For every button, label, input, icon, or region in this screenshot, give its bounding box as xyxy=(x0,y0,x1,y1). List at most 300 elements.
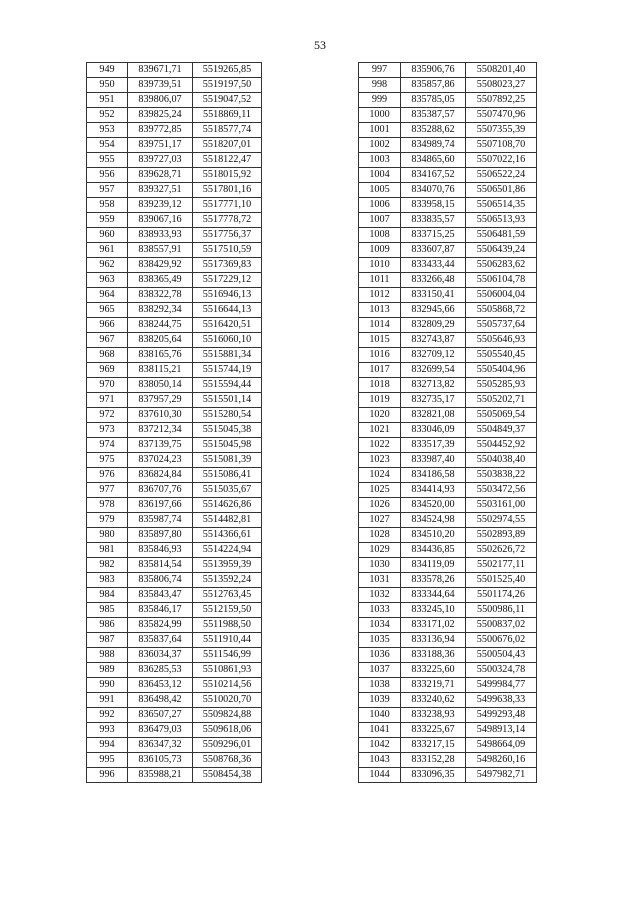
point-number-cell: 960 xyxy=(87,228,128,243)
x-coordinate-cell: 839239,12 xyxy=(128,198,193,213)
point-number-cell: 951 xyxy=(87,93,128,108)
point-number-cell: 995 xyxy=(87,753,128,768)
x-coordinate-cell: 833217,15 xyxy=(401,738,466,753)
y-coordinate-cell: 5519197,50 xyxy=(193,78,262,93)
x-coordinate-cell: 838322,78 xyxy=(128,288,193,303)
y-coordinate-cell: 5512159,50 xyxy=(193,603,262,618)
y-coordinate-cell: 5517756,37 xyxy=(193,228,262,243)
table-row xyxy=(87,318,262,333)
point-number-cell: 980 xyxy=(87,528,128,543)
point-number-cell: 993 xyxy=(87,723,128,738)
table-row xyxy=(359,198,537,213)
y-coordinate-cell: 5500324,78 xyxy=(466,663,537,678)
table-row xyxy=(359,693,537,708)
point-number-cell: 1016 xyxy=(359,348,401,363)
point-number-cell: 1035 xyxy=(359,633,401,648)
y-coordinate-cell: 5517801,16 xyxy=(193,183,262,198)
x-coordinate-cell: 838205,64 xyxy=(128,333,193,348)
table-row xyxy=(87,693,262,708)
point-number-cell: 1005 xyxy=(359,183,401,198)
x-coordinate-cell: 832713,82 xyxy=(401,378,466,393)
x-coordinate-cell: 838292,34 xyxy=(128,303,193,318)
point-number-cell: 1014 xyxy=(359,318,401,333)
x-coordinate-cell: 833987,40 xyxy=(401,453,466,468)
point-number-cell: 961 xyxy=(87,243,128,258)
point-number-cell: 1015 xyxy=(359,333,401,348)
point-number-cell: 984 xyxy=(87,588,128,603)
x-coordinate-cell: 838429,92 xyxy=(128,258,193,273)
x-coordinate-cell: 837024,23 xyxy=(128,453,193,468)
table-row xyxy=(87,663,262,678)
y-coordinate-cell: 5515045,38 xyxy=(193,423,262,438)
point-number-cell: 964 xyxy=(87,288,128,303)
x-coordinate-cell: 834436,85 xyxy=(401,543,466,558)
y-coordinate-cell: 5507470,96 xyxy=(466,108,537,123)
point-number-cell: 994 xyxy=(87,738,128,753)
table-row xyxy=(87,198,262,213)
x-coordinate-cell: 834167,52 xyxy=(401,168,466,183)
table-row xyxy=(87,228,262,243)
coordinates-table-left xyxy=(86,62,262,783)
y-coordinate-cell: 5505404,96 xyxy=(466,363,537,378)
coordinates-table-right xyxy=(358,62,537,783)
y-coordinate-cell: 5515045,98 xyxy=(193,438,262,453)
y-coordinate-cell: 5505285,93 xyxy=(466,378,537,393)
point-number-cell: 1025 xyxy=(359,483,401,498)
point-number-cell: 1009 xyxy=(359,243,401,258)
table-row xyxy=(359,753,537,768)
point-number-cell: 1021 xyxy=(359,423,401,438)
x-coordinate-cell: 834070,76 xyxy=(401,183,466,198)
point-number-cell: 977 xyxy=(87,483,128,498)
table-row xyxy=(359,738,537,753)
y-coordinate-cell: 5517771,10 xyxy=(193,198,262,213)
point-number-cell: 1013 xyxy=(359,303,401,318)
table-row xyxy=(359,213,537,228)
point-number-cell: 952 xyxy=(87,108,128,123)
x-coordinate-cell: 835846,17 xyxy=(128,603,193,618)
table-row xyxy=(87,738,262,753)
y-coordinate-cell: 5515594,44 xyxy=(193,378,262,393)
y-coordinate-cell: 5502626,72 xyxy=(466,543,537,558)
x-coordinate-cell: 832809,29 xyxy=(401,318,466,333)
table-row xyxy=(359,603,537,618)
y-coordinate-cell: 5513592,24 xyxy=(193,573,262,588)
x-coordinate-cell: 834520,00 xyxy=(401,498,466,513)
y-coordinate-cell: 5504849,37 xyxy=(466,423,537,438)
table-row xyxy=(87,363,262,378)
x-coordinate-cell: 839628,71 xyxy=(128,168,193,183)
y-coordinate-cell: 5508768,36 xyxy=(193,753,262,768)
table-row xyxy=(359,618,537,633)
point-number-cell: 953 xyxy=(87,123,128,138)
point-number-cell: 1042 xyxy=(359,738,401,753)
y-coordinate-cell: 5513959,39 xyxy=(193,558,262,573)
y-coordinate-cell: 5517229,12 xyxy=(193,273,262,288)
x-coordinate-cell: 839806,07 xyxy=(128,93,193,108)
x-coordinate-cell: 836479,03 xyxy=(128,723,193,738)
x-coordinate-cell: 835288,62 xyxy=(401,123,466,138)
point-number-cell: 962 xyxy=(87,258,128,273)
y-coordinate-cell: 5516420,51 xyxy=(193,318,262,333)
y-coordinate-cell: 5515086,41 xyxy=(193,468,262,483)
point-number-cell: 1018 xyxy=(359,378,401,393)
table-row xyxy=(359,243,537,258)
point-number-cell: 1044 xyxy=(359,768,401,783)
point-number-cell: 986 xyxy=(87,618,128,633)
point-number-cell: 996 xyxy=(87,768,128,783)
x-coordinate-cell: 836105,73 xyxy=(128,753,193,768)
y-coordinate-cell: 5500837,02 xyxy=(466,618,537,633)
x-coordinate-cell: 833958,15 xyxy=(401,198,466,213)
table-row xyxy=(87,603,262,618)
x-coordinate-cell: 833171,02 xyxy=(401,618,466,633)
point-number-cell: 1000 xyxy=(359,108,401,123)
y-coordinate-cell: 5510020,70 xyxy=(193,693,262,708)
point-number-cell: 956 xyxy=(87,168,128,183)
table-row xyxy=(87,768,262,783)
table-row xyxy=(87,708,262,723)
x-coordinate-cell: 836453,12 xyxy=(128,678,193,693)
table-row xyxy=(87,378,262,393)
table-row xyxy=(359,453,537,468)
x-coordinate-cell: 833046,09 xyxy=(401,423,466,438)
point-number-cell: 999 xyxy=(359,93,401,108)
table-row xyxy=(87,213,262,228)
table-row xyxy=(87,588,262,603)
table-row xyxy=(87,513,262,528)
x-coordinate-cell: 833150,41 xyxy=(401,288,466,303)
point-number-cell: 959 xyxy=(87,213,128,228)
x-coordinate-cell: 833245,10 xyxy=(401,603,466,618)
point-number-cell: 981 xyxy=(87,543,128,558)
y-coordinate-cell: 5510861,93 xyxy=(193,663,262,678)
x-coordinate-cell: 837610,30 xyxy=(128,408,193,423)
x-coordinate-cell: 833715,25 xyxy=(401,228,466,243)
y-coordinate-cell: 5518577,74 xyxy=(193,123,262,138)
point-number-cell: 991 xyxy=(87,693,128,708)
point-number-cell: 966 xyxy=(87,318,128,333)
table-row xyxy=(359,348,537,363)
point-number-cell: 1023 xyxy=(359,453,401,468)
y-coordinate-cell: 5515081,39 xyxy=(193,453,262,468)
x-coordinate-cell: 839067,16 xyxy=(128,213,193,228)
table-row xyxy=(359,63,537,78)
x-coordinate-cell: 833607,87 xyxy=(401,243,466,258)
table-row xyxy=(359,93,537,108)
x-coordinate-cell: 833136,94 xyxy=(401,633,466,648)
x-coordinate-cell: 837957,29 xyxy=(128,393,193,408)
x-coordinate-cell: 834989,74 xyxy=(401,138,466,153)
point-number-cell: 954 xyxy=(87,138,128,153)
point-number-cell: 1020 xyxy=(359,408,401,423)
table-row xyxy=(359,528,537,543)
x-coordinate-cell: 835897,80 xyxy=(128,528,193,543)
x-coordinate-cell: 838050,14 xyxy=(128,378,193,393)
point-number-cell: 949 xyxy=(87,63,128,78)
point-number-cell: 998 xyxy=(359,78,401,93)
table-row xyxy=(87,153,262,168)
y-coordinate-cell: 5510214,56 xyxy=(193,678,262,693)
point-number-cell: 990 xyxy=(87,678,128,693)
y-coordinate-cell: 5514482,81 xyxy=(193,513,262,528)
y-coordinate-cell: 5501174,26 xyxy=(466,588,537,603)
table-row xyxy=(359,573,537,588)
table-row xyxy=(359,678,537,693)
point-number-cell: 1034 xyxy=(359,618,401,633)
x-coordinate-cell: 833517,39 xyxy=(401,438,466,453)
point-number-cell: 1006 xyxy=(359,198,401,213)
x-coordinate-cell: 833240,62 xyxy=(401,693,466,708)
point-number-cell: 967 xyxy=(87,333,128,348)
x-coordinate-cell: 833433,44 xyxy=(401,258,466,273)
y-coordinate-cell: 5509824,88 xyxy=(193,708,262,723)
point-number-cell: 1027 xyxy=(359,513,401,528)
x-coordinate-cell: 839772,85 xyxy=(128,123,193,138)
x-coordinate-cell: 832821,08 xyxy=(401,408,466,423)
x-coordinate-cell: 839751,17 xyxy=(128,138,193,153)
point-number-cell: 1026 xyxy=(359,498,401,513)
y-coordinate-cell: 5506514,35 xyxy=(466,198,537,213)
x-coordinate-cell: 834414,93 xyxy=(401,483,466,498)
point-number-cell: 955 xyxy=(87,153,128,168)
point-number-cell: 1028 xyxy=(359,528,401,543)
y-coordinate-cell: 5506283,62 xyxy=(466,258,537,273)
table-row xyxy=(87,753,262,768)
y-coordinate-cell: 5501525,40 xyxy=(466,573,537,588)
table-row xyxy=(87,723,262,738)
y-coordinate-cell: 5518207,01 xyxy=(193,138,262,153)
point-number-cell: 987 xyxy=(87,633,128,648)
x-coordinate-cell: 833344,64 xyxy=(401,588,466,603)
x-coordinate-cell: 838165,76 xyxy=(128,348,193,363)
y-coordinate-cell: 5518015,92 xyxy=(193,168,262,183)
x-coordinate-cell: 838933,93 xyxy=(128,228,193,243)
x-coordinate-cell: 833238,93 xyxy=(401,708,466,723)
table-row xyxy=(87,558,262,573)
y-coordinate-cell: 5517778,72 xyxy=(193,213,262,228)
point-number-cell: 1007 xyxy=(359,213,401,228)
point-number-cell: 1004 xyxy=(359,168,401,183)
table-row xyxy=(87,678,262,693)
y-coordinate-cell: 5502974,55 xyxy=(466,513,537,528)
table-row xyxy=(87,633,262,648)
point-number-cell: 988 xyxy=(87,648,128,663)
y-coordinate-cell: 5511546,99 xyxy=(193,648,262,663)
table-row xyxy=(359,423,537,438)
table-row xyxy=(87,528,262,543)
table-row xyxy=(87,123,262,138)
point-number-cell: 1022 xyxy=(359,438,401,453)
y-coordinate-cell: 5508454,38 xyxy=(193,768,262,783)
y-coordinate-cell: 5515744,19 xyxy=(193,363,262,378)
x-coordinate-cell: 833225,60 xyxy=(401,663,466,678)
point-number-cell: 978 xyxy=(87,498,128,513)
point-number-cell: 1011 xyxy=(359,273,401,288)
table-row xyxy=(359,543,537,558)
y-coordinate-cell: 5507108,70 xyxy=(466,138,537,153)
y-coordinate-cell: 5518869,11 xyxy=(193,108,262,123)
y-coordinate-cell: 5516946,13 xyxy=(193,288,262,303)
x-coordinate-cell: 836707,76 xyxy=(128,483,193,498)
table-row xyxy=(359,378,537,393)
point-number-cell: 971 xyxy=(87,393,128,408)
y-coordinate-cell: 5515881,34 xyxy=(193,348,262,363)
table-row xyxy=(359,108,537,123)
point-number-cell: 972 xyxy=(87,408,128,423)
point-number-cell: 970 xyxy=(87,378,128,393)
y-coordinate-cell: 5516644,13 xyxy=(193,303,262,318)
table-row xyxy=(87,423,262,438)
y-coordinate-cell: 5503838,22 xyxy=(466,468,537,483)
table-row xyxy=(359,78,537,93)
y-coordinate-cell: 5506104,78 xyxy=(466,273,537,288)
table-row xyxy=(87,303,262,318)
table-row xyxy=(359,483,537,498)
y-coordinate-cell: 5499293,48 xyxy=(466,708,537,723)
table-row xyxy=(87,618,262,633)
y-coordinate-cell: 5518122,47 xyxy=(193,153,262,168)
y-coordinate-cell: 5515280,54 xyxy=(193,408,262,423)
table-row xyxy=(359,588,537,603)
table-row xyxy=(359,273,537,288)
point-number-cell: 1037 xyxy=(359,663,401,678)
y-coordinate-cell: 5505540,45 xyxy=(466,348,537,363)
y-coordinate-cell: 5505868,72 xyxy=(466,303,537,318)
point-number-cell: 982 xyxy=(87,558,128,573)
table-row xyxy=(359,183,537,198)
y-coordinate-cell: 5505069,54 xyxy=(466,408,537,423)
table-row xyxy=(87,348,262,363)
y-coordinate-cell: 5505646,93 xyxy=(466,333,537,348)
y-coordinate-cell: 5505737,64 xyxy=(466,318,537,333)
y-coordinate-cell: 5517369,83 xyxy=(193,258,262,273)
table-row xyxy=(87,498,262,513)
point-number-cell: 969 xyxy=(87,363,128,378)
y-coordinate-cell: 5507022,16 xyxy=(466,153,537,168)
y-coordinate-cell: 5519265,85 xyxy=(193,63,262,78)
x-coordinate-cell: 836197,66 xyxy=(128,498,193,513)
point-number-cell: 1039 xyxy=(359,693,401,708)
y-coordinate-cell: 5509618,06 xyxy=(193,723,262,738)
table-row xyxy=(359,168,537,183)
table-row xyxy=(87,93,262,108)
x-coordinate-cell: 832945,66 xyxy=(401,303,466,318)
point-number-cell: 1024 xyxy=(359,468,401,483)
y-coordinate-cell: 5503472,56 xyxy=(466,483,537,498)
point-number-cell: 1033 xyxy=(359,603,401,618)
y-coordinate-cell: 5515501,14 xyxy=(193,393,262,408)
x-coordinate-cell: 833152,28 xyxy=(401,753,466,768)
table-row xyxy=(359,153,537,168)
x-coordinate-cell: 833096,35 xyxy=(401,768,466,783)
table-row xyxy=(359,363,537,378)
page-number: 53 xyxy=(314,38,326,52)
table-row xyxy=(87,333,262,348)
table-row xyxy=(359,468,537,483)
y-coordinate-cell: 5498664,09 xyxy=(466,738,537,753)
x-coordinate-cell: 833219,71 xyxy=(401,678,466,693)
y-coordinate-cell: 5507355,39 xyxy=(466,123,537,138)
y-coordinate-cell: 5502893,89 xyxy=(466,528,537,543)
x-coordinate-cell: 835988,21 xyxy=(128,768,193,783)
x-coordinate-cell: 832699,54 xyxy=(401,363,466,378)
point-number-cell: 1036 xyxy=(359,648,401,663)
point-number-cell: 1008 xyxy=(359,228,401,243)
y-coordinate-cell: 5507892,25 xyxy=(466,93,537,108)
table-row xyxy=(359,723,537,738)
y-coordinate-cell: 5512763,45 xyxy=(193,588,262,603)
x-coordinate-cell: 835785,05 xyxy=(401,93,466,108)
y-coordinate-cell: 5509296,01 xyxy=(193,738,262,753)
x-coordinate-cell: 839671,71 xyxy=(128,63,193,78)
y-coordinate-cell: 5499638,33 xyxy=(466,693,537,708)
x-coordinate-cell: 837139,75 xyxy=(128,438,193,453)
table-row xyxy=(359,438,537,453)
x-coordinate-cell: 833225,67 xyxy=(401,723,466,738)
y-coordinate-cell: 5506004,04 xyxy=(466,288,537,303)
table-row xyxy=(87,273,262,288)
table-row xyxy=(87,78,262,93)
x-coordinate-cell: 834186,58 xyxy=(401,468,466,483)
table-row xyxy=(87,393,262,408)
table-row xyxy=(359,633,537,648)
y-coordinate-cell: 5508023,27 xyxy=(466,78,537,93)
point-number-cell: 1040 xyxy=(359,708,401,723)
x-coordinate-cell: 838244,75 xyxy=(128,318,193,333)
x-coordinate-cell: 837212,34 xyxy=(128,423,193,438)
point-number-cell: 1032 xyxy=(359,588,401,603)
table-row xyxy=(359,393,537,408)
point-number-cell: 950 xyxy=(87,78,128,93)
point-number-cell: 1030 xyxy=(359,558,401,573)
x-coordinate-cell: 839727,03 xyxy=(128,153,193,168)
x-coordinate-cell: 832743,87 xyxy=(401,333,466,348)
point-number-cell: 973 xyxy=(87,423,128,438)
table-row xyxy=(87,183,262,198)
y-coordinate-cell: 5508201,40 xyxy=(466,63,537,78)
point-number-cell: 974 xyxy=(87,438,128,453)
table-row xyxy=(359,303,537,318)
x-coordinate-cell: 839739,51 xyxy=(128,78,193,93)
y-coordinate-cell: 5506501,86 xyxy=(466,183,537,198)
x-coordinate-cell: 833578,26 xyxy=(401,573,466,588)
point-number-cell: 975 xyxy=(87,453,128,468)
table-row xyxy=(359,558,537,573)
point-number-cell: 989 xyxy=(87,663,128,678)
x-coordinate-cell: 835843,47 xyxy=(128,588,193,603)
x-coordinate-cell: 833266,48 xyxy=(401,273,466,288)
table-row xyxy=(359,768,537,783)
y-coordinate-cell: 5511988,50 xyxy=(193,618,262,633)
y-coordinate-cell: 5514224,94 xyxy=(193,543,262,558)
point-number-cell: 1031 xyxy=(359,573,401,588)
table-row xyxy=(87,168,262,183)
y-coordinate-cell: 5498260,16 xyxy=(466,753,537,768)
x-coordinate-cell: 838557,91 xyxy=(128,243,193,258)
point-number-cell: 965 xyxy=(87,303,128,318)
y-coordinate-cell: 5504038,40 xyxy=(466,453,537,468)
point-number-cell: 1017 xyxy=(359,363,401,378)
table-row xyxy=(87,63,262,78)
x-coordinate-cell: 835857,86 xyxy=(401,78,466,93)
point-number-cell: 1041 xyxy=(359,723,401,738)
y-coordinate-cell: 5506522,24 xyxy=(466,168,537,183)
point-number-cell: 992 xyxy=(87,708,128,723)
y-coordinate-cell: 5519047,52 xyxy=(193,93,262,108)
table-row xyxy=(87,468,262,483)
point-number-cell: 983 xyxy=(87,573,128,588)
